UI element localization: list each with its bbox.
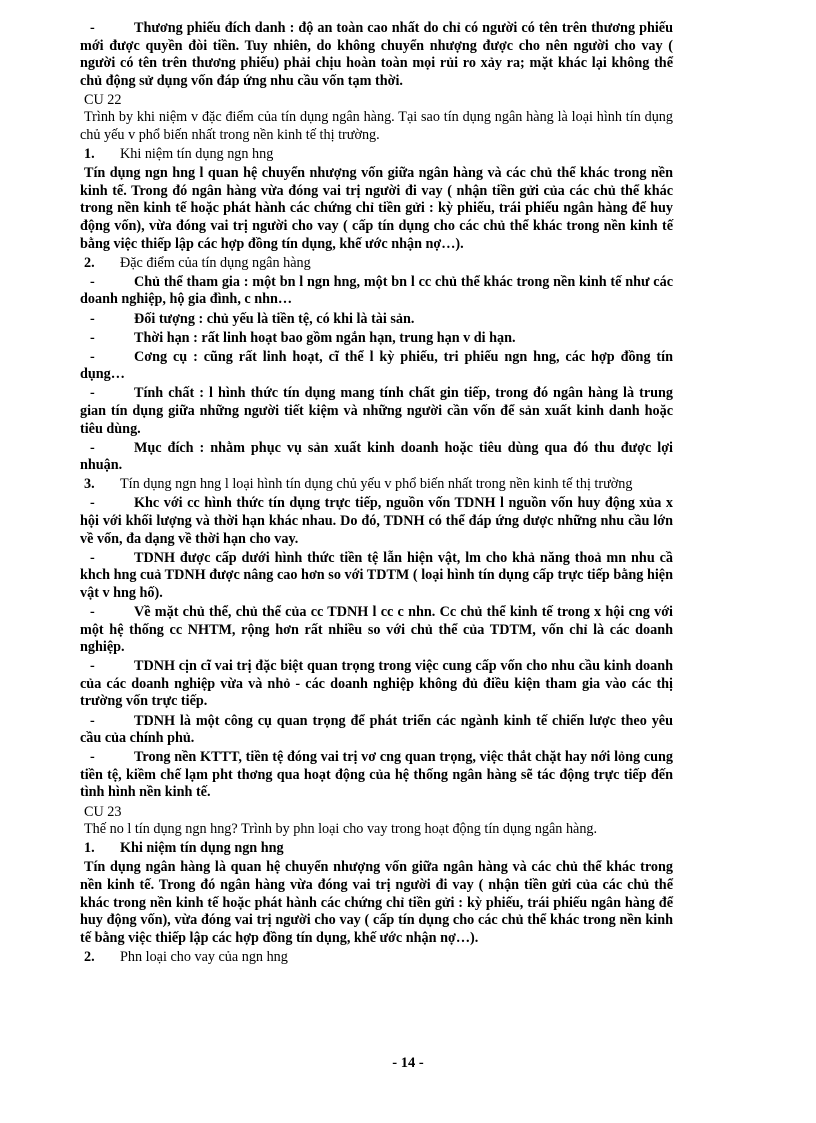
heading-number: 3. bbox=[84, 476, 95, 493]
bullet-text: TDNH cịn cĩ vai trị đặc biệt quan trọng trong việc cung cấp vốn cho nhu cầu kinh doanh của các doanh nghiệp vừa và nhỏ - các doanh nghiệp không đủ điều kiện tham gia vào các thị trường vốn trực tiếp. bbox=[80, 658, 673, 710]
numbered-heading bbox=[80, 949, 673, 967]
heading-text: Tín dụng ngn hng l loại hình tín dụng chủ yếu v phổ biến nhất trong nền kinh tế thị trường bbox=[120, 476, 633, 493]
page-number: - 14 - bbox=[392, 1055, 424, 1071]
heading-number: 1. bbox=[84, 840, 95, 857]
bullet-text: Mục đích : nhằm phục vụ sản xuất kinh doanh hoặc tiêu dùng qua đó thu được lợi nhuận. bbox=[80, 439, 673, 474]
bullet-paragraph bbox=[80, 385, 673, 438]
body-paragraph: Thế no l tín dụng ngn hng? Trình by phn loại cho vay trong hoạt động tín dụng ngân hàng. bbox=[84, 821, 598, 838]
bullet-paragraph bbox=[80, 349, 673, 384]
bullet-text: Thời hạn : rất linh hoạt bao gồm ngắn hạn, trung hạn v di hạn. bbox=[134, 329, 516, 346]
bullet-text: Đối tượng : chủ yếu là tiền tệ, có khi là tài sản. bbox=[134, 310, 415, 327]
document-page bbox=[80, 20, 673, 968]
bullet-dash: - bbox=[90, 20, 95, 36]
bullet-dash: - bbox=[90, 310, 95, 327]
bullet-dash: - bbox=[90, 273, 95, 290]
bullet-dash: - bbox=[90, 348, 95, 365]
question-label: CU 22 bbox=[84, 91, 122, 108]
bullet-text: Trong nền KTTT, tiền tệ đóng vai trị vơ cng quan trọng, việc thắt chặt hay nới lỏng cung tiền tệ, kiềm chế lạm pht thơng qua hoạt động của hệ thống ngân hàng sẽ tác động trực tiếp đến tình hình nền kinh tế. bbox=[80, 749, 673, 801]
question-label: CU 23 bbox=[84, 803, 122, 820]
heading-number: 2. bbox=[84, 948, 95, 965]
heading-text: Đặc điểm của tín dụng ngân hàng bbox=[120, 254, 311, 271]
bullet-text: Khc với cc hình thức tín dụng trực tiếp, nguồn vốn TDNH l nguồn vốn huy động xủa x hội với khối lượng và thời hạn khác nhau. Do đó, TDNH có thể đáp ứng dược những nhu cầu lớn về vốn, đa dạng về thời hạn cho vay. bbox=[80, 495, 673, 547]
bullet-paragraph bbox=[80, 749, 673, 802]
body-paragraph: Tín dụng ngân hàng là quan hệ chuyển nhượng vốn giữa ngân hàng và các chủ thể khác trong nền kinh tế. Trong đó ngân hàng vừa đóng vai trị người đi vay ( nhận tiền gửi của các chủ thể khác trong nền kinh tế hoặc phát hành các chứng chỉ tiền gửi : kỳ phiếu, trái phiếu ngân hàng để huy động vốn), vừa đóng vai trị người cho vay ( cấp tín dụng cho các chủ thể khác trong nền kinh tế bằng việc thiếp lập các hợp đồng tín dụng, khế ước nhận nợ…). bbox=[80, 859, 673, 946]
bullet-dash: - bbox=[90, 658, 95, 675]
body-paragraph: Tín dụng ngn hng l quan hệ chuyển nhượng vốn giữa ngân hàng và các chủ thể khác trong nền kinh tế. Trong đó ngân hàng vừa đóng vai trị người đi vay ( nhận tiền gửi của các chủ thể khác trong nền kinh tế hoặc phát hành các chứng chỉ tiền gửi : kỳ phiếu, trái phiếu ngân hàng để huy động vốn), vừa đóng vai trị người cho vay ( cấp tín dụng cho các chủ thể khác trong nền kinh tế bằng việc thiếp lập các hợp đồng tín dụng, khế ước nhận nợ…). bbox=[80, 165, 673, 252]
bullet-text: TDNH là một công cụ quan trọng để phát triển các ngành kinh tế chiến lược theo yêu cầu của chính phủ. bbox=[80, 712, 673, 747]
bullet-dash: - bbox=[90, 712, 95, 729]
numbered-heading bbox=[80, 840, 673, 858]
heading-text: Khi niệm tín dụng ngn hng bbox=[120, 840, 284, 857]
body-paragraph: Trình by khi niệm v đặc điểm của tín dụng ngân hàng. Tại sao tín dụng ngân hàng là loại hình tín dụng chủ yếu v phổ biến nhất trong nền kinh tế thị trường. bbox=[80, 109, 673, 144]
bullet-paragraph bbox=[80, 330, 673, 348]
bullet-text: Chủ thể tham gia : một bn l ngn hng, một bn l cc chủ thể khác trong nền kinh tế như các doanh nghiệp, hộ gia đình, c nhn… bbox=[80, 273, 673, 308]
bullet-text: Về mặt chủ thể, chủ thể của cc TDNH l cc c nhn. Cc chủ thể kinh tế trong x hội cng với một hệ thống cc NHTM, rộng hơn rất nhiều so với chủ thể của TDTM, vốn chỉ là các doanh nghiệp. bbox=[80, 604, 673, 656]
bullet-paragraph bbox=[80, 658, 673, 711]
bullet-paragraph bbox=[80, 311, 673, 329]
bullet-paragraph bbox=[80, 713, 673, 748]
bullet-dash: - bbox=[90, 385, 95, 402]
numbered-heading bbox=[80, 146, 673, 164]
bullet-paragraph bbox=[80, 495, 673, 548]
bullet-text: Tính chất : l hình thức tín dụng mang tính chất gin tiếp, trong đó ngân hàng là trung gian tín dụng giữa những người tiết kiệm và những người cần vốn để sản xuất kinh danh hoặc tiêu dùng. bbox=[80, 385, 673, 437]
bullet-text: Cơng cụ : cũng rất linh hoạt, cĩ thể l kỳ phiếu, tri phiếu ngn hng, các hợp đồng tín dụng… bbox=[80, 348, 673, 383]
bullet-dash: - bbox=[90, 549, 95, 566]
bullet-paragraph bbox=[80, 274, 673, 309]
bullet-dash: - bbox=[90, 604, 95, 620]
numbered-heading bbox=[80, 255, 673, 273]
bullet-paragraph bbox=[80, 550, 673, 603]
bullet-dash: - bbox=[90, 749, 95, 766]
bullet-text: Thương phiếu đích danh : độ an toàn cao nhất do chỉ có người có tên trên thương phiếu mới được quyền đòi tiền. Tuy nhiên, do không chuyển nhượng được cho nên người cho vay ( người có tên trên thương phiếu) phải chịu hoàn toàn mọi rủi ro xảy ra; mặt khác lại không thể chủ động sử dụng vốn đáp ứng nhu cầu vốn tạm thời. bbox=[80, 20, 673, 89]
bullet-dash: - bbox=[90, 495, 95, 512]
bullet-dash: - bbox=[90, 439, 95, 456]
bullet-dash: - bbox=[90, 329, 95, 346]
numbered-heading bbox=[80, 476, 673, 494]
heading-number: 1. bbox=[84, 146, 95, 163]
bullet-text: TDNH được cấp dưới hình thức tiền tệ lẫn hiện vật, lm cho khả năng thoả mn nhu cầ khch hng cuả TDNH được nâng cao hơn so với TDTM ( loại hình tín dụng cấp trực tiếp bằng hiện vật v hng hố). bbox=[80, 549, 673, 601]
heading-number: 2. bbox=[84, 254, 95, 271]
bullet-paragraph bbox=[80, 20, 673, 90]
bullet-paragraph bbox=[80, 440, 673, 475]
heading-text: Khi niệm tín dụng ngn hng bbox=[120, 146, 274, 163]
heading-text: Phn loại cho vay của ngn hng bbox=[120, 948, 288, 965]
bullet-paragraph bbox=[80, 604, 673, 657]
